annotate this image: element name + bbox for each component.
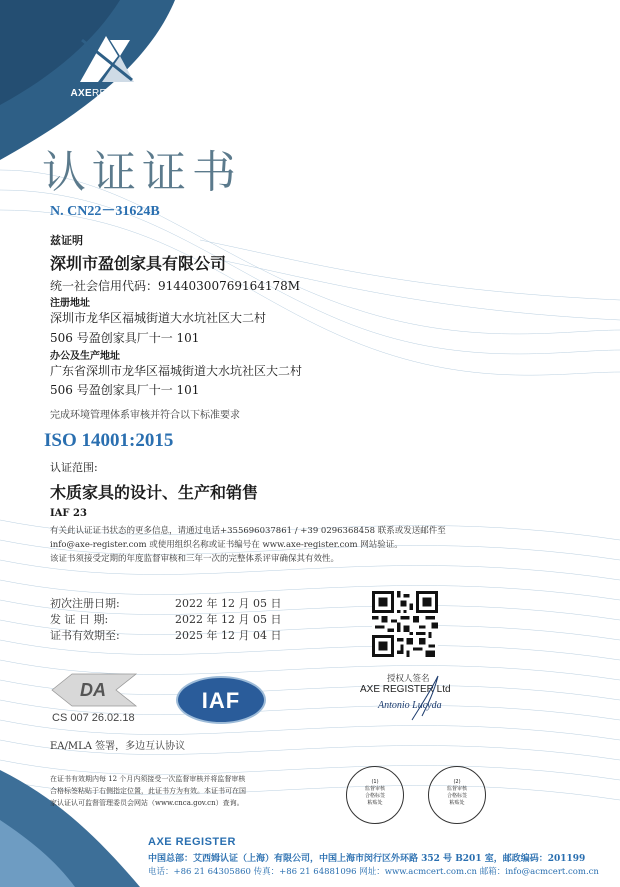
date-label-issue: 发 证 日 期: [50,613,109,626]
accreditation-logo [50,672,138,708]
iaf-code: IAF 23 [50,508,87,519]
ea-mla-text: EA/MLA 签署，多边互认协议 [50,741,186,752]
footer-brand: AXE REGISTER [148,836,236,848]
date-value-first: 2022 年 12 月 05 日 [175,597,282,610]
info-line-1: 有关此认证证书状态的更多信息，请通过电话+355696037861 / +39 0296368458 联系或发送邮件至 [50,526,446,536]
date-value-expiry: 2025 年 12 月 04 日 [175,629,282,642]
signatory-org: AXE REGISTER Ltd [360,684,451,695]
registered-address-line1: 深圳市龙华区福城街道大水坑社区大二村 [50,311,267,325]
note-line-3: 家认证认可监督管理委员会网站（www.cnca.gov.cn）查询。 [50,799,244,807]
qr-code[interactable] [372,591,438,657]
office-address-line2: 506 号盈创家具厂十一 101 [50,383,200,397]
note-line-1: 在证书有效期内每 12 个月内须接受一次监督审核并将监督审核 [50,775,246,783]
requirement-text: 完成环境管理体系审核并符合以下标准要求 [50,410,240,421]
surveillance-stamp-2: (2) 监督审核 合格标签 粘贴处 [428,766,486,824]
registered-address-label: 注册地址 [50,298,90,309]
scope-text: 木质家具的设计、生产和销售 [50,483,259,502]
credit-code: 统一社会信用代码：91440300769164178M [50,279,301,293]
company-name: 深圳市盈创家具有限公司 [50,254,227,273]
office-address-line1: 广东省深圳市龙华区福城街道大水坑社区大二村 [50,364,303,378]
note-line-2: 合格标签粘贴于右侧指定位置，此证书方为有效。本证书可在国 [50,787,246,795]
certificate-number: N. CN22－31624B [50,204,160,219]
axe-register-logo [68,30,148,99]
footer-contact: 电话：+86 21 64305860 传真：+86 21 64881096 网址：www.acmcert.com.cn 邮箱：info@acmcert.com.cn [148,867,599,877]
svg-text:DA: DA [80,680,106,700]
accreditation-code: CS 007 26.02.18 [52,712,135,724]
intro-text: 兹证明 [50,234,83,247]
iaf-logo [176,676,266,724]
office-address-label: 办公及生产地址 [50,351,120,362]
surveillance-stamp-1: (1) 监督审核 合格标签 粘贴处 [346,766,404,824]
iso-standard: ISO 14001:2015 [44,430,174,451]
date-label-first: 初次注册日期: [50,597,120,610]
date-label-expiry: 证书有效期至: [50,629,120,642]
signature: Antonio Lucyda [378,700,442,711]
axe-logo-mark [68,30,148,86]
iaf-logo-text: IAF [201,688,241,713]
signatory-label: 授权人签名 [387,674,430,684]
footer-address: 中国总部：艾西姆认证（上海）有限公司，中国上海市闵行区外环路 352 号 B201 室，邮政编码：201199 [148,854,586,864]
info-line-2: info@axe-register.com 或使用组织名称或证书编号在 www.axe-register.com 网站验证。 [50,540,403,550]
scope-label: 认证范围: [50,461,98,474]
info-line-3: 该证书须接受定期的年度监督审核和三年一次的完整体系评审确保其有效性。 [50,554,340,564]
signature-scribble [392,672,452,724]
date-value-issue: 2022 年 12 月 05 日 [175,613,282,626]
certificate-title: 认证证书 [42,147,242,198]
registered-address-line2: 506 号盈创家具厂十一 101 [50,331,200,345]
logo-text: AXEREGISTER [70,88,146,99]
